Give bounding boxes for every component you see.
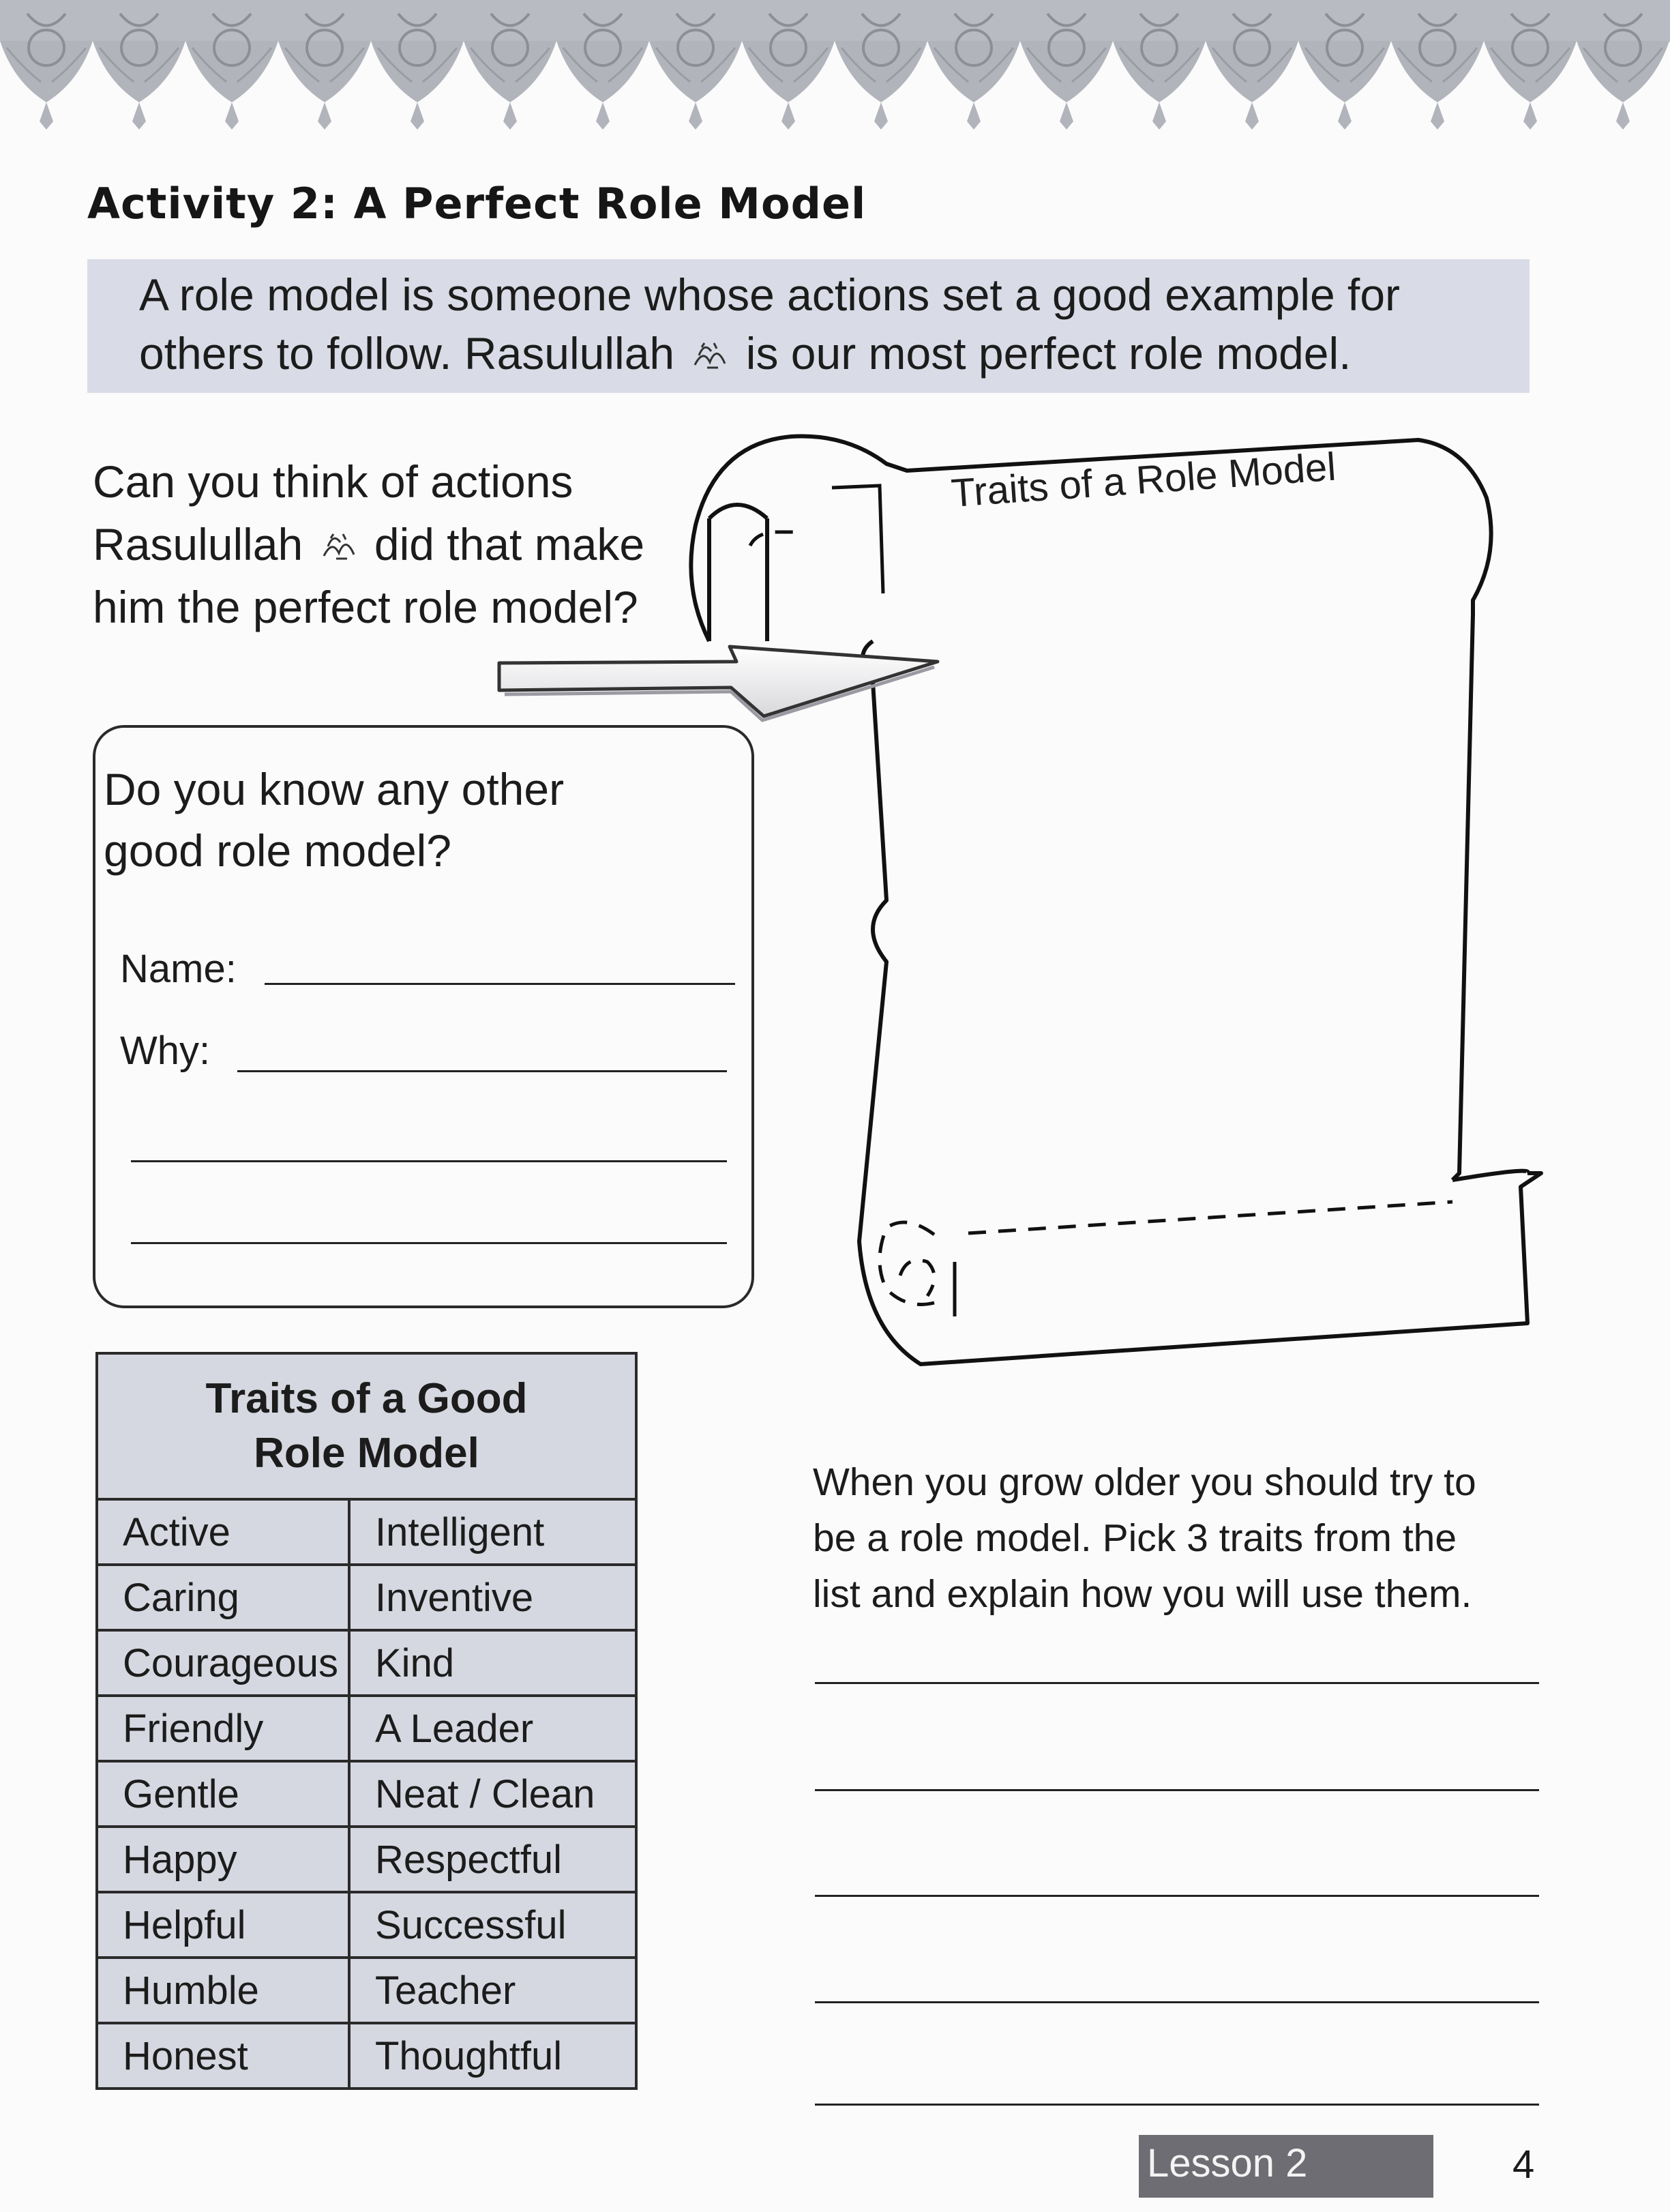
scroll-title: Traits of a Role Model bbox=[949, 444, 1338, 516]
traits-header-line-1: Traits of a Good bbox=[205, 1375, 528, 1422]
table-row bbox=[97, 2023, 636, 2089]
answer-write-line-3[interactable] bbox=[815, 1895, 1539, 1897]
trait-cell: Happy bbox=[97, 1827, 349, 1892]
salawat-calligraphy-icon bbox=[320, 526, 358, 564]
trait-cell: A Leader bbox=[349, 1696, 636, 1761]
trait-cell: Thoughtful bbox=[349, 2023, 636, 2089]
lesson-label: Lesson 2 bbox=[1147, 2141, 1308, 2185]
trait-cell: Caring bbox=[97, 1565, 349, 1630]
older-line-3: list and explain how you will use them. bbox=[813, 1572, 1472, 1616]
question-line-2a: Rasulullah bbox=[93, 519, 303, 570]
traits-table-header bbox=[97, 1353, 636, 1499]
trait-cell: Intelligent bbox=[349, 1499, 636, 1565]
trait-cell: Helpful bbox=[97, 1892, 349, 1958]
intro-line-2 bbox=[139, 327, 1351, 379]
trait-cell: Inventive bbox=[349, 1565, 636, 1630]
other-box-line-2: good role model? bbox=[104, 825, 452, 876]
intro-line-2b: is our most perfect role model. bbox=[745, 328, 1352, 379]
trait-cell: Humble bbox=[97, 1958, 349, 2023]
intro-line-1: A role model is someone whose actions set a good example for bbox=[139, 269, 1401, 320]
trait-cell: Gentle bbox=[97, 1761, 349, 1827]
trait-cell: Friendly bbox=[97, 1696, 349, 1761]
trait-cell: Respectful bbox=[349, 1827, 636, 1892]
table-row bbox=[97, 1696, 636, 1761]
trait-cell: Courageous bbox=[97, 1630, 349, 1696]
other-role-model-box bbox=[93, 725, 754, 1308]
traits-table-header-row bbox=[97, 1353, 636, 1499]
table-row bbox=[97, 1630, 636, 1696]
question-line-1: Can you think of actions bbox=[93, 456, 573, 507]
question-line-2 bbox=[93, 518, 644, 570]
older-line-2: be a role model. Pick 3 traits from the bbox=[813, 1516, 1457, 1560]
salawat-calligraphy-icon bbox=[691, 335, 729, 373]
arrow-icon bbox=[491, 614, 968, 730]
name-write-line[interactable] bbox=[265, 983, 735, 985]
answer-write-line-1[interactable] bbox=[815, 1682, 1539, 1684]
trait-cell: Honest bbox=[97, 2023, 349, 2089]
answer-write-line-5[interactable] bbox=[815, 2104, 1539, 2106]
table-row bbox=[97, 1499, 636, 1565]
table-row bbox=[97, 1827, 636, 1892]
traits-table bbox=[95, 1352, 638, 2090]
why-write-line-3[interactable] bbox=[131, 1242, 727, 1244]
older-prompt bbox=[813, 1454, 1563, 1622]
trait-cell: Successful bbox=[349, 1892, 636, 1958]
activity-title: Activity 2: A Perfect Role Model bbox=[87, 179, 867, 228]
table-row bbox=[97, 1565, 636, 1630]
ornamental-border bbox=[0, 0, 1670, 130]
scroll-illustration bbox=[682, 423, 1548, 1412]
why-write-line-2[interactable] bbox=[131, 1160, 727, 1162]
trait-cell: Active bbox=[97, 1499, 349, 1565]
older-line-1: When you grow older you should try to bbox=[813, 1460, 1476, 1504]
lesson-badge bbox=[1139, 2135, 1433, 2198]
traits-header-line-2: Role Model bbox=[254, 1430, 479, 1477]
why-write-line-1[interactable] bbox=[237, 1070, 727, 1072]
trait-cell: Kind bbox=[349, 1630, 636, 1696]
table-row bbox=[97, 1761, 636, 1827]
intro-line-2a: others to follow. Rasulullah bbox=[139, 328, 675, 379]
answer-write-line-2[interactable] bbox=[815, 1789, 1539, 1791]
trait-cell: Teacher bbox=[349, 1958, 636, 2023]
other-box-line-1: Do you know any other bbox=[104, 764, 565, 814]
trait-cell: Neat / Clean bbox=[349, 1761, 636, 1827]
question-line-2b: did that make bbox=[374, 519, 645, 570]
table-row bbox=[97, 1892, 636, 1958]
page-number: 4 bbox=[1512, 2142, 1535, 2187]
question-line-3: him the perfect role model? bbox=[93, 582, 638, 632]
intro-box bbox=[87, 259, 1530, 393]
table-row bbox=[97, 1958, 636, 2023]
name-label: Name: bbox=[120, 947, 237, 991]
why-label: Why: bbox=[120, 1029, 211, 1073]
answer-write-line-4[interactable] bbox=[815, 2001, 1539, 2003]
